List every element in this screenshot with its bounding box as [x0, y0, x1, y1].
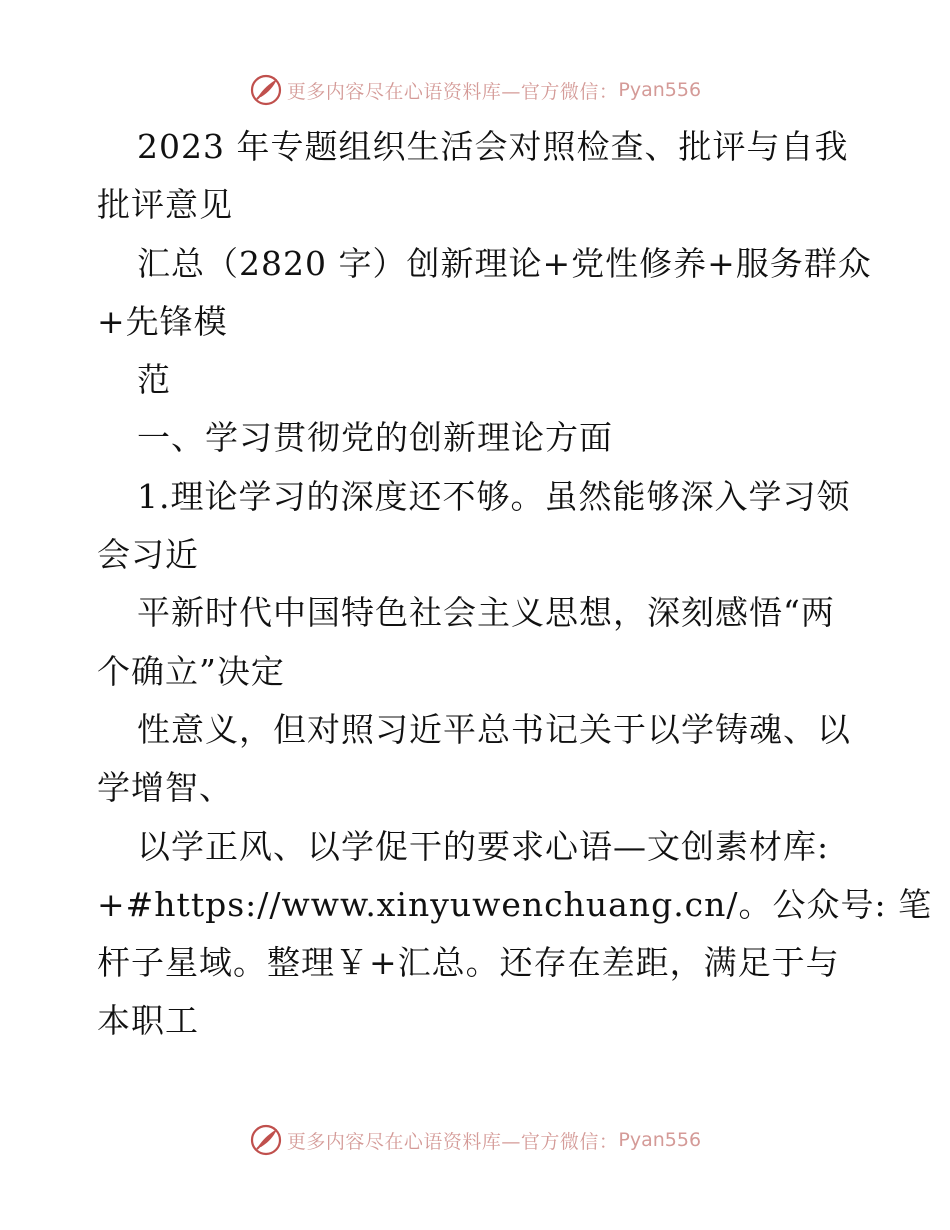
- title-line-2: 批评意见: [97, 185, 233, 225]
- title-line-4: +先锋模: [97, 301, 228, 341]
- watermark-wechat-id: Pyan556: [618, 79, 702, 101]
- paragraph-line: 个确立”决定: [97, 651, 285, 691]
- paragraph-line: 本职工: [97, 1001, 199, 1041]
- watermark-wechat-id: Pyan556: [618, 1129, 702, 1151]
- paragraph-line: 平新时代中国特色社会主义思想，深刻感悟“两: [137, 593, 835, 633]
- section-heading: 一、学习贯彻党的创新理论方面: [137, 418, 613, 458]
- title-line-3: 汇总（2820 字）创新理论+党性修养+服务群众: [137, 243, 872, 283]
- paragraph-line: 会习近: [97, 535, 199, 575]
- document-body: [97, 118, 933, 1051]
- header-watermark: [0, 70, 950, 110]
- paragraph-line: 学增智、: [97, 768, 233, 808]
- paragraph-line: 以学正风、以学促干的要求心语—文创素材库:: [137, 826, 830, 866]
- watermark-text: 更多内容尽在心语资料库—官方微信：: [286, 80, 619, 103]
- quill-logo-icon: [249, 1123, 283, 1157]
- title-line-5: 范: [137, 360, 171, 400]
- quill-logo-icon: [249, 73, 283, 107]
- paragraph-line: 杆子星域。整理￥+汇总。还存在差距，满足于与: [97, 943, 840, 983]
- footer-watermark: [0, 1120, 950, 1160]
- watermark-text: 更多内容尽在心语资料库—官方微信：: [286, 1130, 619, 1153]
- title-line-1: 2023 年专题组织生活会对照检查、批评与自我: [137, 127, 849, 166]
- paragraph-line: 性意义，但对照习近平总书记关于以学铸魂、以: [137, 709, 851, 749]
- paragraph-line: 1.理论学习的深度还不够。虽然能够深入学习领: [137, 476, 851, 516]
- paragraph-line: +#https://www.xinyuwenchuang.cn/。公众号: 笔: [97, 884, 933, 924]
